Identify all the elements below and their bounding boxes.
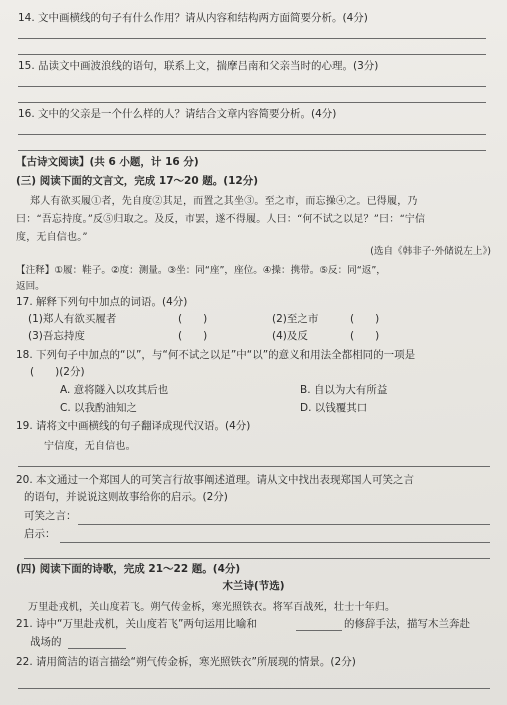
question-15: 15. 品读文中画波浪线的语句，联系上文，揣摩吕南和父亲当时的心理。(3分) bbox=[18, 60, 379, 72]
blank-line[interactable] bbox=[296, 630, 342, 631]
option-a[interactable]: A. 意将隧入以攻其后也 bbox=[60, 384, 169, 396]
notes-line: 【注释】①履：鞋子。②度：测量。③坐：同“座”，座位。④操：携带。⑤反：同“返”， bbox=[16, 265, 386, 276]
answer-paren[interactable]: ( ) bbox=[178, 330, 208, 342]
option-d[interactable]: D. 以钱覆其口 bbox=[300, 402, 368, 414]
question-21-cont2: 战场的 bbox=[30, 636, 62, 648]
question-18: 18. 下列句子中加点的“以”，与“何不试之以足”中“以”的意义和用法全都相同的一项是 bbox=[16, 349, 416, 361]
classical-source: (选自《韩非子·外储说左上》) bbox=[370, 246, 491, 257]
question-14: 14. 文中画横线的句子有什么作用？请从内容和结构两方面简要分析。(4分) bbox=[18, 12, 368, 24]
answer-line[interactable] bbox=[78, 524, 490, 525]
q17-item-3: (3)吾忘持度 bbox=[28, 330, 85, 342]
translate-sentence: 宁信度，无自信也。 bbox=[44, 441, 136, 452]
answer-line[interactable] bbox=[18, 54, 486, 55]
answer-line[interactable] bbox=[18, 466, 490, 467]
classical-text-line: 郑人有欲买履①者，先自度②其足，而置之其坐③。至之市，而忘操④之。已得履，乃 bbox=[30, 196, 418, 207]
question-22: 22. 请用简洁的语言描绘“朔气传金柝，寒光照铁衣”所展现的情景。(2分) bbox=[16, 656, 356, 668]
answer-paren[interactable]: ( ) bbox=[350, 330, 380, 342]
answer-line[interactable] bbox=[18, 688, 490, 689]
question-19: 19. 请将文中画横线的句子翻译成现代汉语。(4分) bbox=[16, 420, 251, 432]
answer-line[interactable] bbox=[18, 86, 486, 87]
q17-item-1: (1)郑人有欲买履者 bbox=[28, 313, 117, 325]
option-c[interactable]: C. 以我酌油知之 bbox=[60, 402, 138, 414]
section-header-classical: 【古诗文阅读】(共 6 小题，计 16 分) bbox=[16, 156, 199, 168]
answer-paren[interactable]: ( ) bbox=[350, 313, 380, 325]
question-20: 20. 本文通过一个郑国人的可笑言行故事阐述道理。请从文中找出表现郑国人可笑之言 bbox=[16, 474, 415, 486]
poem-title: 木兰诗(节选) bbox=[222, 580, 285, 592]
question-18-cont: ( )(2分) bbox=[30, 366, 85, 378]
classical-text-line: 度，无自信也。” bbox=[16, 232, 88, 243]
classical-text-line: 曰：“吾忘持度。”反⑤归取之。及反，市罢，遂不得履。人曰：“何不试之以足？”曰：“宁信 bbox=[16, 214, 426, 225]
answer-line[interactable] bbox=[60, 542, 490, 543]
notes-line: 返回。 bbox=[16, 281, 45, 292]
option-b[interactable]: B. 自以为大有所益 bbox=[300, 384, 388, 396]
label-insight: 启示： bbox=[24, 528, 56, 540]
q17-item-4: (4)及反 bbox=[272, 330, 308, 342]
subsection-header-4: (四) 阅读下面的诗歌，完成 21～22 题。(4分) bbox=[16, 563, 241, 575]
answer-line[interactable] bbox=[18, 102, 486, 103]
subsection-header-3: (三) 阅读下面的文言文，完成 17～20 题。(12分) bbox=[16, 175, 258, 187]
question-20-cont: 的语句，并说说这则故事给你的启示。(2分) bbox=[24, 491, 228, 503]
answer-line[interactable] bbox=[24, 558, 490, 559]
question-21: 21. 诗中“万里赴戎机，关山度若飞”两句运用比喻和 bbox=[16, 618, 257, 630]
question-17: 17. 解释下列句中加点的词语。(4分) bbox=[16, 296, 188, 308]
question-16: 16. 文中的父亲是一个什么样的人？请结合文章内容简要分析。(4分) bbox=[18, 108, 337, 120]
question-21-cont: 的修辞手法，描写木兰奔赴 bbox=[344, 618, 470, 630]
answer-paren[interactable]: ( ) bbox=[178, 313, 208, 325]
blank-line[interactable] bbox=[68, 648, 126, 649]
answer-line[interactable] bbox=[18, 134, 486, 135]
answer-line[interactable] bbox=[18, 150, 486, 151]
answer-line[interactable] bbox=[18, 38, 486, 39]
q17-item-2: (2)至之市 bbox=[272, 313, 319, 325]
label-funny-words: 可笑之言： bbox=[24, 510, 77, 522]
poem-line: 万里赴戎机，关山度若飞。朔气传金柝，寒光照铁衣。将军百战死，壮士十年归。 bbox=[28, 602, 396, 613]
